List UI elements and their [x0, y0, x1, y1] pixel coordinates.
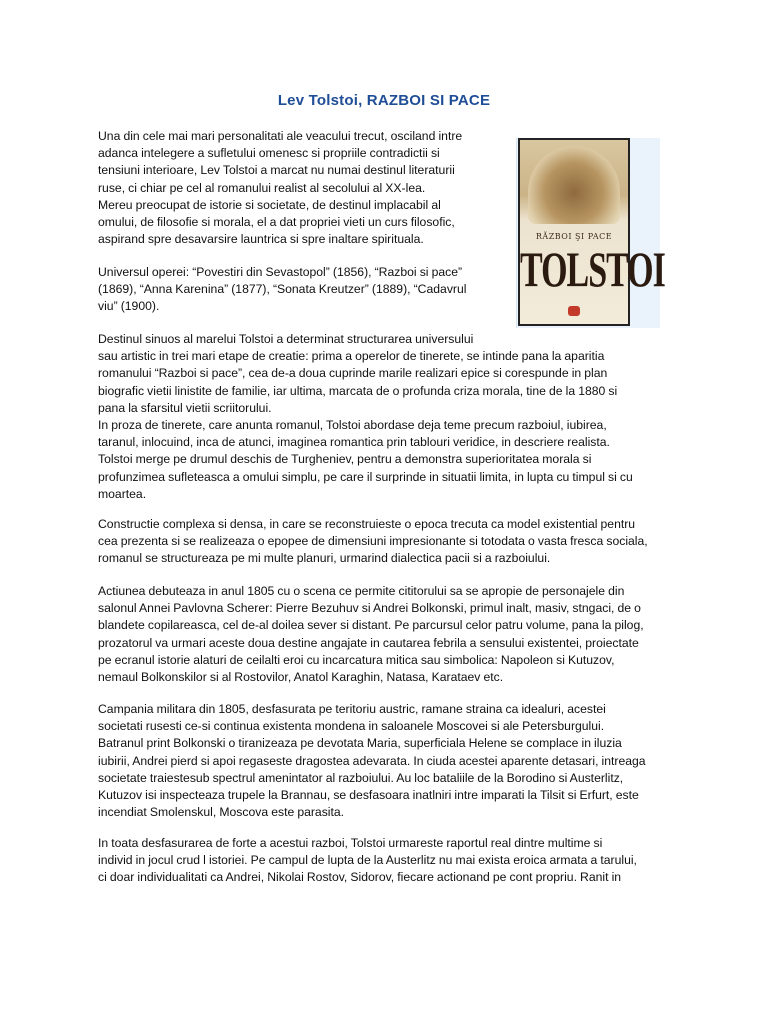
cover-subtitle: RĂZBOI ŞI PACE	[535, 232, 613, 241]
text-line: (1869), “Anna Karenina” (1877), “Sonata Kreutzer” (1889), “Cadavrul	[98, 282, 467, 297]
text-line: biografic vietii linistite de familie, iar ultima, marcata de o profunda criza morala, tine de la 1880 si	[98, 383, 618, 398]
text-line: sau artistic in trei mari etape de creatie: prima a operelor de tinerete, se intinde pana la aparitia	[98, 349, 605, 364]
text-line: individ in jocul crud l istoriei. Pe campul de lupta de la Austerlitz nu mai exista eroica armata a tarului,	[98, 853, 637, 868]
text-line: Constructie complexa si densa, in care se reconstruieste o epoca trecuta ca model existential pentru	[98, 517, 636, 531]
text-line: incendiat Smolenskul, Moscova este parasita.	[98, 805, 345, 820]
paragraph-4	[98, 516, 648, 568]
book-cover-image	[518, 138, 665, 326]
document-title: Lev Tolstoi, RAZBOI SI PACE	[277, 92, 491, 109]
paragraph-2	[98, 264, 466, 316]
text-line: societati rusesti ce-si continua existenta mondena in saloanele Moscovei si ale Petersburgului.	[98, 719, 605, 734]
text-line: Universul operei: “Povestiri din Sevastopol” (1856), “Razboi si pace”	[98, 265, 463, 279]
text-line: profunzimea sufleteasca a omului simplu, pe care il surprinde in situatii limita, in lupta cu timpul si cu	[98, 469, 633, 484]
text-line: viu” (1900).	[98, 299, 160, 314]
cover-author: TOLSTOI	[520, 244, 665, 298]
publisher-logo-icon	[568, 306, 580, 316]
paragraph-1	[98, 128, 462, 248]
text-line: ruse, ci chiar pe cel al romanului realist al secolului al XX-lea.	[98, 180, 426, 195]
text-line: aspirand spre desavarsire launtrica si spre inaltare spirituala.	[98, 232, 424, 247]
text-line: taranul, inlocuind, inca de atunci, imaginea romantica prin tablouri veridice, in descriere realista.	[98, 435, 610, 450]
text-line: adanca intelegere a sufletului omenesc si propriile contradictii si	[98, 146, 440, 161]
paragraph-7	[98, 835, 637, 887]
text-line: Destinul sinuos al marelui Tolstoi a determinat structurarea universului	[98, 332, 474, 346]
text-line: pe ecranul istorie alaturi de ceilalti eroi cu incarcatura mitica sau simbolica: Napoleon si Kutuzov,	[98, 652, 615, 667]
text-line: Mereu preocupat de istorie si societate, de destinul implacabil al	[98, 197, 441, 212]
paragraph-6	[98, 701, 646, 821]
text-line: tensiuni interioare, Lev Tolstoi a marcat nu numai destinul literaturii	[98, 163, 455, 178]
text-line: omului, de filosofie si morala, el a dat propriei vieti un curs filosofic,	[98, 215, 455, 230]
text-line: Tolstoi merge pe drumul deschis de Turgheniev, pentru a demonstra superioritatea morala si	[98, 452, 592, 467]
text-line: In toata desfasurarea de forte a acestui razboi, Tolstoi urmareste raportul real dintre multime si	[98, 836, 603, 850]
text-line: romanul se structureaza pe mi multe planuri, urmarind dialectica pacii si a razboiului.	[98, 551, 551, 566]
text-line: prozatorul va urmari aceste doua destine angajate in cautarea febrila a sensului existentei, proiectate	[98, 635, 639, 650]
text-line: pana la sfarsitul vietii scriitorului.	[98, 400, 272, 415]
text-line: moartea.	[98, 486, 147, 501]
text-line: iubirii, Andrei pierd si apoi regaseste dragostea adevarata. In ciuda acestei aparente detasari, intreaga	[98, 753, 646, 768]
cover-illustration	[528, 146, 620, 224]
text-line: societate traiestesub spectrul amenintator al razboiului. Au loc bataliile de la Borodino si Austerlitz,	[98, 770, 624, 785]
paragraph-5	[98, 583, 644, 686]
paragraph-3	[98, 331, 633, 503]
text-line: ci doar individualitati ca Andrei, Nikolai Rostov, Sidorov, fiecare actionand pe cont propriu. Ranit in	[98, 870, 622, 885]
text-line: In proza de tinerete, care anunta romanul, Tolstoi abordase deja teme precum razboiul, iubirea,	[98, 418, 607, 433]
text-line: salonul Annei Pavlovna Scherer: Pierre Bezuhuv si Andrei Bolkonski, primul inalt, masiv, stngaci, de o	[98, 601, 641, 616]
text-line: Kutuzov isi inspecteaza trupele la Brannau, se desfasoara inatlniri intre imparati la Tilsit si Erfurt, este	[98, 788, 639, 803]
text-line: Una din cele mai mari personalitati ale veacului trecut, osciland intre	[98, 129, 463, 143]
text-line: Campania militara din 1805, desfasurata pe teritoriu austric, ramane straina ca idealuri, acestei	[98, 702, 606, 716]
text-line: romanului “Razboi si pace”, cea de-a doua cuprinde marile realizari epice si corespunde in plan	[98, 366, 608, 381]
text-line: blandete copilareasca, cel de-al doilea sever si distant. Pe parcursul celor patru volume, pana la pilog,	[98, 618, 644, 633]
text-line: Batranul print Bolkonski o tiranizeaza pe devotata Maria, superficiala Helene se complace in iluzia	[98, 736, 622, 751]
text-line: nemaul Bolkonskilor si al Rostovilor, Anatol Karaghin, Natasa, Karataev etc.	[98, 670, 504, 685]
text-line: Actiunea debuteaza in anul 1805 cu o scena ce permite cititorului sa se apropie de personajele din	[98, 584, 625, 598]
text-line: cea prezenta si se realizeaza o epopee de dimensiuni impresionante si totodata o vasta fresca sociala,	[98, 534, 648, 549]
